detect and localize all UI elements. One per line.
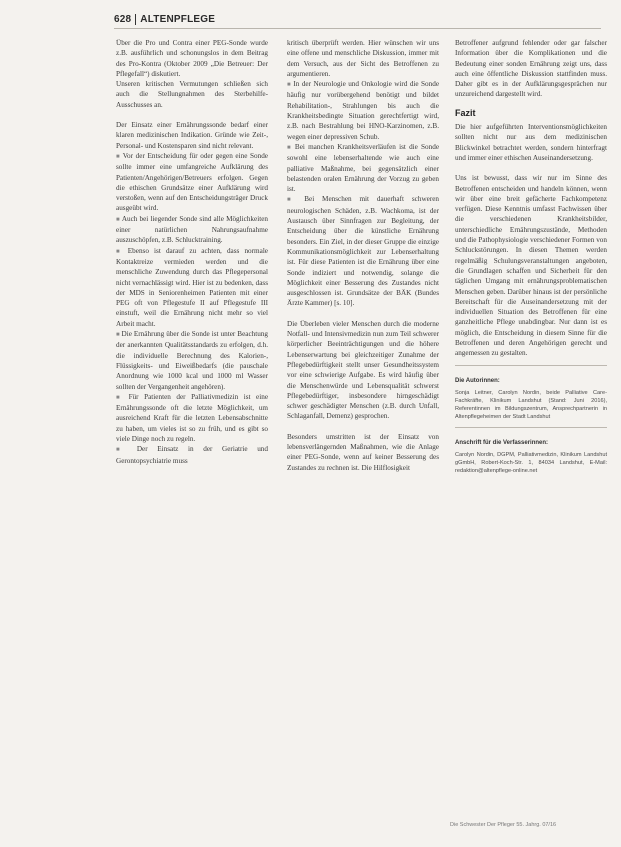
bullet-paragraph: ■ Für Patienten der Palliativmedizin ist eine Ernährungssonde oft die letzte Möglichkeit, um ausreichend Kraft für die letzten Lebensabschnitte zu haben, um vieles ist so zu früh, und es gibt so viele Dinge noch zu regeln.: [116, 392, 268, 444]
bullet-paragraph: ■ Bei Menschen mit dauerhaft schweren neurologischen Schäden, z.B. Wachkoma, ist der Austausch über Sinnfragen zur Begleitung, der Entscheidung über die künstliche Ernährung besonders. Ein Ziel, in der dieser Gruppe die einzige Kommunikationsmöglichkeit zur Lebenserhaltung ist. Für diese Patienten ist die Ernährung über eine Sonde indiziert und notwendig, solange die Möglichkeit einer Besserung des Zustandes nicht ausgeschlossen ist. Grundsätze der BÄK (Bundes Ärzte Kammer) [s. 10].: [287, 194, 439, 308]
column-3: [455, 38, 607, 475]
page-footer: Die Schwester Der Pfleger 55. Jahrg. 07/16: [450, 822, 557, 828]
fazit-heading: Fazit: [455, 107, 476, 118]
divider: [455, 365, 607, 366]
header-divider: [135, 14, 136, 25]
bullet-paragraph: ■ Bei manchen Krankheitsverläufen ist die Sonde sowohl eine lebenserhaltende wie auch eine palliative Maßnahme, bei gegensätzlich einer belastenden oralen Ernährung der Vorzug zu geben ist.: [287, 142, 439, 194]
column-2: [287, 38, 439, 473]
page-number: 628: [114, 13, 132, 25]
bullet-paragraph: ■ Der Einsatz in der Geriatrie und Gerontopsychiatrie muss: [116, 444, 268, 466]
bullet-paragraph: ■ In der Neurologie und Onkologie wird die Sonde häufig nur vorübergehend benötigt und bildet Rehabilitation-, Strahlungen bis auch die Krankheitsbedingte Situation gerechtfertigt wird, z.B. nach Bestrahlung bei HNO-Karzinomen, z.B. wegen einer depressiven Schub.: [287, 79, 439, 142]
paragraph: Betroffener aufgrund fehlender oder gar falscher Information über die Komplikationen und die Bedeutung einer sonden Ernährung zeigt uns, dass auch eine öffentliche Diskussion stattfinden muss. Daher gibt es in der Aufklärungsgesprächen nur unzureichend dargestellt wird.: [455, 39, 607, 99]
bullet-paragraph: ■ Ebenso ist darauf zu achten, dass normale Kontaktreize vermieden werden und die menschliche Zuwendung durch das Pflegepersonal nicht vernachlässigt wird. Hier ist zu bedenken, dass der MDS in Seniorenheimen Patienten mit einer PEG oft von Pflegestufe II auf Pflegestufe III einstuft, weil die Ernährung nicht mehr so viel Arbeit macht.: [116, 246, 268, 329]
paragraph: Uns ist bewusst, dass wir nur im Sinne des Betroffenen entscheiden und handeln können, wenn wir über eine breit gefächerte Fachkompetenz verfügen. Diese Kenntnis umfasst Fachwissen über die verschiedenen Krankheitsbilder, unterschiedliche Ernährungszustände, Methoden und die Pathophysiologie verschiedener Formen von Schluckstörungen. In diesen Themen werden regelmäßig Schulungsveranstaltungen angeboten, die Grundlagen schaffen und Sicherheit für den täglichen Umgang mit ernährungsproblematischen Menschen geben. Darüber hinaus ist der persönliche Bereitschaft für die Auseinandersetzung mit der individuellen Situation des Betroffenen für eine ganzheitliche Pflege unabdingbar. Nur dann ist es möglich, die Entscheidung in diesem Sinne für die Betroffenen und deren Angehörigen gerecht und angemessen zu gestalten.: [455, 174, 607, 358]
section-title: ALTENPFLEGE: [140, 13, 216, 25]
paragraph: Über die Pro und Contra einer PEG-Sonde wurde z.B. ausführlich und schonungslos in dem Beitrag des Pro-Kontra (Oktober 2009 „Die Betreuer: Der Pflegefall“) diskutiert.: [116, 39, 268, 78]
page-header: [114, 10, 601, 28]
paragraph: Der Einsatz einer Ernährungssonde bedarf einer klaren medizinischen Indikation. Gründe wie Zeit-, Personal- und Kostensparen sind nicht relevant.: [116, 121, 268, 150]
contact-heading: Anschrift für die Verfasserinnen:: [455, 439, 549, 446]
paragraph: Die Überleben vieler Menschen durch die moderne Notfall- und Intensivmedizin nun zum Teil schwerer körperlicher Beeinträchtigungen und die höhere Lebenserwartung bei gleichzeitiger Zunahme der Pflegebedürftigkeit stellt unser Gesundheitssystem vor eine schwierige Aufgabe. Es wird häufig über die Menschenwürde und Lebensqualität schwerst Pflegebedürftiger, insbesondere hirngeschädigt schwer geschädigter Menschen (z.B. durch Unfall, Schlaganfall, Demenz) gesprochen.: [287, 319, 439, 421]
paragraph: Besonders umstritten ist der Einsatz von lebensverlängernden Maßnahmen, wie die Anlage einer PEG-Sonde, wenn auf keiner Besserung des Zustandes zu rechnen ist. Die Hilflosigkeit: [287, 432, 439, 472]
divider: [455, 427, 607, 428]
contact-text: Carolyn Nordin, DGPM, Palliativmedizin, Klinikum Landshut gGmbH, Robert-Koch-Str. 1, 84034 Landshut, E-Mail: redaktion@altenpflege-online.net: [455, 452, 607, 475]
bullet-paragraph: ■ Vor der Entscheidung für oder gegen eine Sonde sollte immer eine umfangreiche Aufklärung des Patienten/Angehörigen/Betreuers erfolgen. Gegen die ethischen Grundsätze einer Aufklärung wird verstoßen, wenn auf den Entscheidungsträger Druck ausgeübt wird.: [116, 151, 268, 214]
header-rule: [114, 28, 601, 29]
bullet-paragraph: ■ Die Ernährung über die Sonde ist unter Beachtung der anerkannten Qualitätsstandards zu erfolgen, d.h. die individuelle Berechnung des Kalorien-, Flüssigkeits- und Eiweißbedarfs (die pauschale Anordnung wie 1000 kcal und 1000 ml Wasser sollten der Vergangenheit angehören).: [116, 329, 268, 392]
paragraph: kritisch überprüft werden. Hier wünschen wir uns eine offene und menschliche Diskussion, immer mit dem Versuch, aus der Sicht des Betroffenen zu argumentieren.: [287, 39, 439, 78]
authors-text: Sonja Leitner, Carolyn Nordin, beide Palliative Care-Fachkräfte, Klinikum Landshut (Stand: Juni 2016), Referentinnen im Bildungszentrum, Ansprechpartnerin in Altenpflegeheimen der Stadt Landshut: [455, 389, 607, 420]
authors-heading: Die Autorinnen:: [455, 377, 500, 384]
paragraph: Die hier aufgeführten Interventionsmöglichkeiten sollten nicht nur aus dem medizinischen Blickwinkel betrachtet werden, sondern hinterfragt und immer einer ethischen Auseinandersetzung.: [455, 123, 607, 162]
bullet-paragraph: ■ Auch bei liegender Sonde sind alle Möglichkeiten einer natürlichen Nahrungsaufnahme auszuschöpfen, z.B. Schlucktraining.: [116, 214, 268, 246]
paragraph: Unseren kritischen Vermutungen schließen sich auch die Stellungnahmen des Sterbehilfe-Ausschusses an.: [116, 80, 268, 109]
column-1: [116, 38, 268, 466]
